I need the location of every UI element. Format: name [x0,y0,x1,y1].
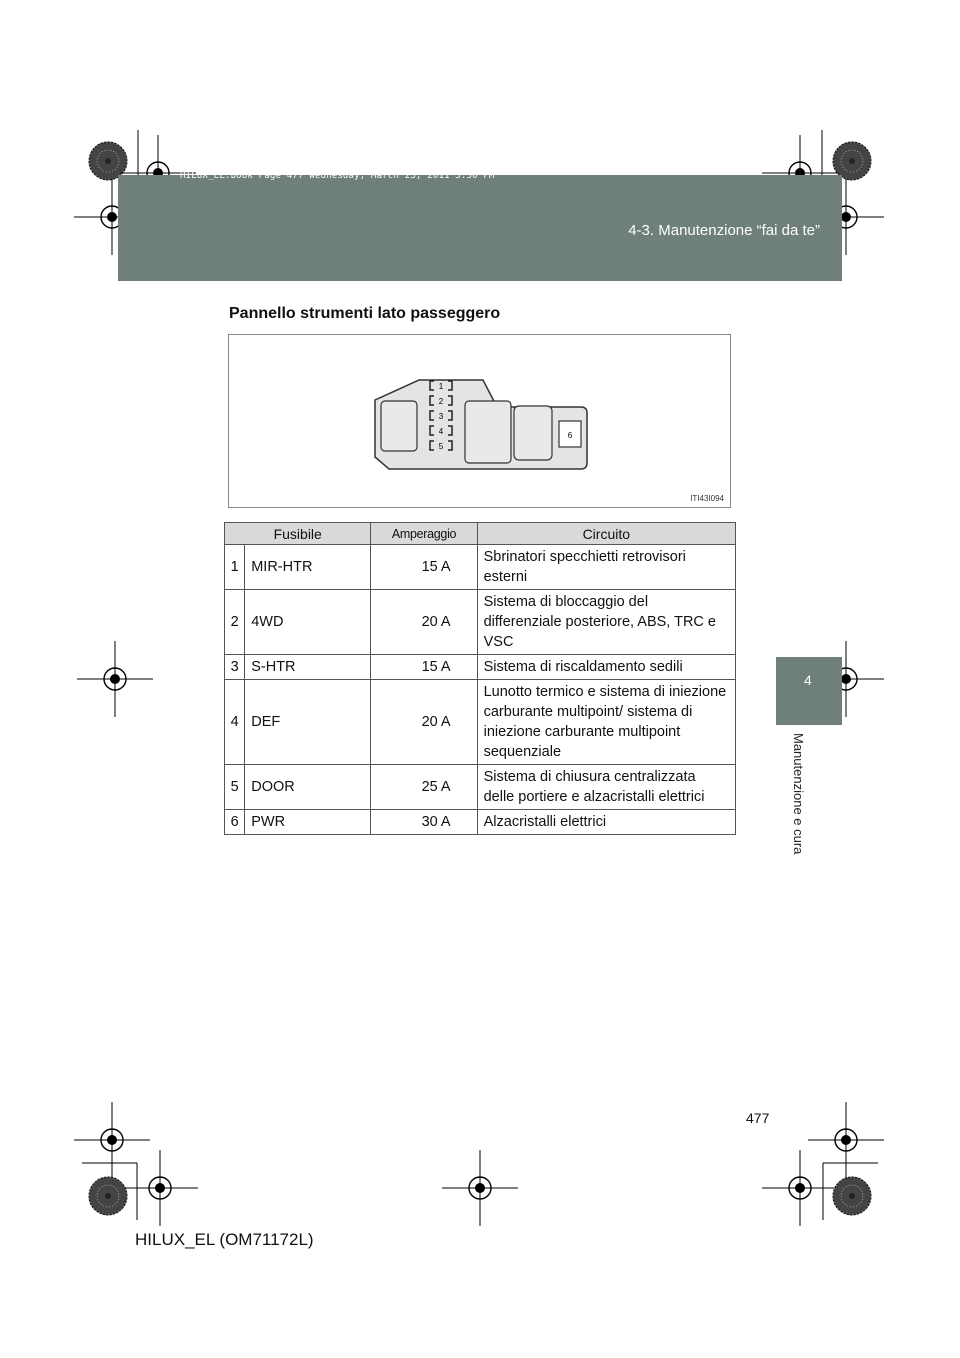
table-row [225,765,736,810]
fuse-label-3: 3 [438,412,444,421]
fuse-panel-figure [228,334,731,508]
fuse-circuit: Sbrinatori specchietti retrovisori esterni [477,545,735,590]
fuse-number: 4 [225,680,245,765]
fuse-label-6: 6 [567,431,573,440]
fuse-label-1: 1 [438,382,444,391]
chapter-number: 4 [804,672,812,688]
table-row [225,545,736,590]
fuse-name: 4WD [245,590,371,655]
fuse-circuit: Sistema di riscaldamento sedili [477,655,735,680]
fuse-name: DOOR [245,765,371,810]
page-number: 477 [746,1110,770,1126]
fuse-number: 2 [225,590,245,655]
page-heading: Pannello strumenti lato passeggero [229,305,501,322]
header-fusibile: Fusibile [225,523,371,545]
fuse-label-4: 4 [438,427,444,436]
fuse-amperage: 15 A [371,545,477,590]
fuse-name: MIR-HTR [245,545,371,590]
table-row [225,655,736,680]
fuse-amperage: 25 A [371,765,477,810]
fuse-circuit: Alzacristalli elettrici [477,810,735,835]
fuse-amperage: 30 A [371,810,477,835]
fuse-number: 1 [225,545,245,590]
table-header-row [225,523,736,545]
fuse-amperage: 15 A [371,655,477,680]
fuse-label-5: 5 [438,442,444,451]
fuse-name: PWR [245,810,371,835]
fuse-panel-diagram [229,335,730,507]
fuse-amperage: 20 A [371,590,477,655]
fuse-name: S-HTR [245,655,371,680]
table-row [225,680,736,765]
fuse-number: 3 [225,655,245,680]
table-row [225,810,736,835]
section-title: 4-3. Manutenzione “fai da te” [628,222,820,239]
header-circuito: Circuito [477,523,735,545]
fuse-circuit: Lunotto termico e sistema di iniezione carburante multipoint/ sistema di iniezione carburante multipoint sequenziale [477,680,735,765]
fuse-name: DEF [245,680,371,765]
table-row [225,590,736,655]
fuse-number: 6 [225,810,245,835]
fuse-number: 5 [225,765,245,810]
chapter-label: Manutenzione e cura [791,733,806,855]
figure-code: ITI43I094 [690,494,724,503]
chapter-tab [776,657,842,725]
fuse-amperage: 20 A [371,680,477,765]
header-amperaggio: Amperaggio [371,523,477,545]
fuse-circuit: Sistema di bloccaggio del differenziale posteriore, ABS, TRC e VSC [477,590,735,655]
fuse-label-2: 2 [438,397,444,406]
footer-model: HILUX_EL (OM71172L) [135,1230,314,1249]
fuse-circuit: Sistema di chiusura centralizzata delle portiere e alzacristalli elettrici [477,765,735,810]
file-stamp: HILUX_EL.book Page 477 Wednesday, March 23, 2011 3:30 PM [180,171,495,181]
fuse-table [224,522,736,835]
